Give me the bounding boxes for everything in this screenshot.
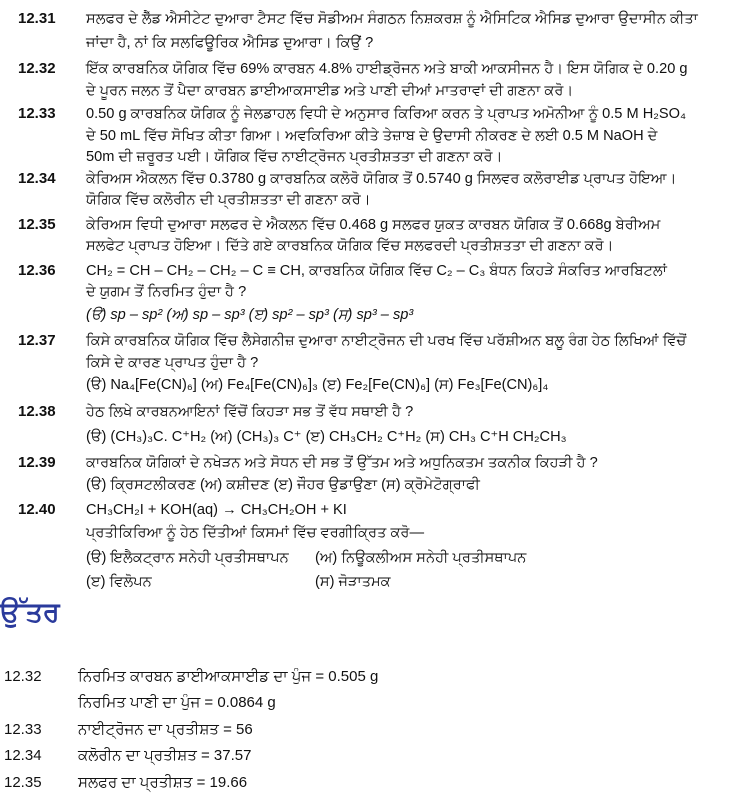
question-text: ਦੇ 50 mL ਵਿੱਚ ਸੋਖਿਤ ਕੀਤਾ ਗਿਆ। ਅਵਕਿਰਿਆ ਕੀਤੇ ਤੇਜ਼ਾਬ ਦੇ ਉਦਾਸੀ ਨੀਕਰਣ ਦੇ ਲਈ 0.5 M NaOH ਦੇ [86, 128, 658, 144]
question-text: ਯੋਗਿਕ ਵਿੱਚ ਕਲੋਰੀਨ ਦੀ ਪ੍ਰਤੀਸ਼ਤਤਾ ਦੀ ਗਣਨਾ ਕਰੋ। [86, 192, 371, 208]
option-d: (ਸ) ਜੋੜਾਤਮਕ [315, 574, 391, 590]
question-text: ਦੇ ਪੂਰਨ ਜਲਨ ਤੋਂ ਪੈਦਾ ਕਾਰਬਨ ਡਾਈਆਕਸਾਈਡ ਅਤੇ ਪਾਣੀ ਦੀਆਂ ਮਾਤਰਾਵਾਂ ਦੀ ਗਣਨਾ ਕਰੋ। [86, 83, 574, 99]
question-text: ਕਿਸੇ ਕਾਰਬਨਿਕ ਯੋਗਿਕ ਵਿੱਚ ਲੈਸੇਗਨੀਜ਼ ਦੁਆਰਾ ਨਾਈਟ੍ਰੋਜਨ ਦੀ ਪਰਖ ਵਿੱਚ ਪਰੱਸ਼ੀਅਨ ਬਲੂ ਰੰਗ ਹੇਠ ਲਿਖਿਆਂ ਵਿੱਚੋਂ [86, 333, 687, 349]
question-text: 50m ਦੀ ਜ਼ਰੂਰਤ ਪਈ। ਯੋਗਿਕ ਵਿੱਚ ਨਾਈਟ੍ਰੋਜਨ ਪ੍ਰਤੀਸ਼ਤਤਾ ਦੀ ਗਣਨਾ ਕਰੋ। [86, 149, 503, 165]
question-text: ਜਾਂਦਾ ਹੈ, ਨਾਂ ਕਿ ਸਲਫਿਊਰਿਕ ਐਸਿਡ ਦੁਆਰਾ। ਕਿਉਂ ? [86, 35, 374, 51]
question-options: (ੳ) Na₄[Fe(CN)₆] (ਅ) Fe₄[Fe(CN)₆]₃ (ੲ) Fe₂[Fe(CN)₆] (ਸ) Fe₃[Fe(CN)₆]₄ [86, 377, 549, 393]
answer-number: 12.34 [4, 747, 42, 764]
question-text: ਪ੍ਰਤੀਕਿਰਿਆ ਨੂੰ ਹੇਠ ਦਿੱਤੀਆਂ ਕਿਸਮਾਂ ਵਿੱਚ ਵਰਗੀਕ੍ਰਿਤ ਕਰੋ— [86, 525, 425, 541]
question-text: ਕਾਰਬਨਿਕ ਯੋਗਿਕਾਂ ਦੇ ਨਖੇੜਨ ਅਤੇ ਸੋਧਨ ਦੀ ਸਭ ਤੋਂ ਉੱਤਮ ਅਤੇ ਅਧੁਨਿਕਤਮ ਤਕਨੀਕ ਕਿਹੜੀ ਹੈ ? [86, 455, 598, 471]
question-number: 12.33 [18, 105, 56, 122]
question-number: 12.34 [18, 170, 56, 187]
answer-text: ਸਲਫਰ ਦਾ ਪ੍ਰਤੀਸ਼ਤ = 19.66 [78, 774, 248, 791]
question-number: 12.39 [18, 454, 56, 471]
question-options: (ੳ) (CH₃)₃C. C⁺H₂ (ਅ) (CH₃)₃ C⁺ (ੲ) CH₃CH₂ C⁺H₂ (ਸ) CH₃ C⁺H CH₂CH₃ [86, 429, 567, 445]
question-text: ਸਲਫਰ ਦੇ ਲੈੱਡ ਐਸੀਟੇਟ ਦੁਆਰਾ ਟੈਸਟ ਵਿੱਚ ਸੋਡੀਅਮ ਸੰਗਠਨ ਨਿਸ਼ਕਰਸ਼ ਨੂੰ ਐਸਿਟਿਕ ਐਸਿਡ ਦੁਆਰਾ ਉਦਾਸੀਨ ਕੀਤਾ [86, 11, 698, 27]
answers-heading: ਉੱਤਰ [0, 597, 60, 628]
question-options: (ੳ) sp – sp² (ਅ) sp – sp³ (ੲ) sp² – sp³ (ਸ) sp³ – sp³ [86, 307, 414, 323]
question-text: CH₃CH₂I + KOH(aq) → CH₃CH₂OH + KI [86, 502, 347, 518]
question-text: ਕੇਰਿਅਸ ਐਕਲਨ ਵਿੱਚ 0.3780 g ਕਾਰਬਨਿਕ ਕਲੋਰੋ ਯੋਗਿਕ ਤੋਂ 0.5740 g ਸਿਲਵਰ ਕਲੋਰਾਈਡ ਪ੍ਰਾਪਤ ਹੋਇਆ। [86, 171, 677, 187]
question-number: 12.37 [18, 332, 56, 349]
question-number: 12.40 [18, 501, 56, 518]
question-number: 12.31 [18, 10, 56, 27]
option-c: (ੲ) ਵਿਲੋਪਨ [86, 574, 152, 590]
question-text: ਹੇਠ ਲਿਖੇ ਕਾਰਬਨਆਇਨਾਂ ਵਿੱਚੋਂ ਕਿਹੜਾ ਸਭ ਤੋਂ ਵੱਧ ਸਥਾਈ ਹੈ ? [86, 404, 414, 420]
option-b: (ਅ) ਨਿਊਕਲੀਅਸ ਸਨੇਹੀ ਪ੍ਰਤੀਸਥਾਪਨ [315, 550, 527, 566]
question-text: ਇੱਕ ਕਾਰਬਨਿਕ ਯੋਗਿਕ ਵਿੱਚ 69% ਕਾਰਬਨ 4.8% ਹਾਈਡ੍ਰੋਜਨ ਅਤੇ ਬਾਕੀ ਆਕਸੀਜਨ ਹੈ। ਇਸ ਯੋਗਿਕ ਦੇ 0.20 g [86, 61, 688, 77]
question-text: ਕੇਰਿਅਸ ਵਿਧੀ ਦੁਆਰਾ ਸਲਫਰ ਦੇ ਐਕਲਨ ਵਿੱਚ 0.468 g ਸਲਫਰ ਯੁਕਤ ਕਾਰਬਨ ਯੋਗਿਕ ਤੋਂ 0.668g ਬੇਰੀਅਮ [86, 217, 661, 233]
answer-text: ਨਿਰਮਿਤ ਪਾਣੀ ਦਾ ਪੁੰਜ = 0.0864 g [78, 694, 276, 711]
option-a: (ੳ) ਇਲੈਕਟ੍ਰਾਨ ਸਨੇਹੀ ਪ੍ਰਤੀਸਥਾਪਨ [86, 550, 289, 566]
answer-text: ਨਿਰਮਿਤ ਕਾਰਬਨ ਡਾਈਆਕਸਾਈਡ ਦਾ ਪੁੰਜ = 0.505 g [78, 668, 379, 685]
question-text: ਦੇ ਯੁਗਮ ਤੋਂ ਨਿਰਮਿਤ ਹੁੰਦਾ ਹੈ ? [86, 284, 247, 300]
answer-text: ਕਲੋਰੀਨ ਦਾ ਪ੍ਰਤੀਸ਼ਤ = 37.57 [78, 747, 252, 764]
answer-number: 12.32 [4, 668, 42, 685]
answer-number: 12.35 [4, 774, 42, 791]
question-number: 12.35 [18, 216, 56, 233]
question-options: (ੳ) ਕ੍ਰਿਸਟਲੀਕਰਣ (ਅ) ਕਸ਼ੀਦਣ (ੲ) ਜੌਹਰ ਉਡਾਉਣਾ (ਸ) ਕ੍ਰੋਮੇਟੋਗ੍ਰਾਫੀ [86, 477, 480, 493]
question-number: 12.36 [18, 262, 56, 279]
question-number: 12.32 [18, 60, 56, 77]
question-number: 12.38 [18, 403, 56, 420]
answer-text: ਨਾਈਟ੍ਰੋਜਨ ਦਾ ਪ੍ਰਤੀਸ਼ਤ = 56 [78, 721, 253, 738]
question-text: CH₂ = CH – CH₂ – CH₂ – C ≡ CH, ਕਾਰਬਨਿਕ ਯੋਗਿਕ ਵਿੱਚ C₂ – C₃ ਬੰਧਨ ਕਿਹੜੇ ਸੰਕਰਿਤ ਆਰਬਿਟਲਾਂ [86, 263, 667, 279]
question-text: ਸਲਫੇਟ ਪ੍ਰਾਪਤ ਹੋਇਆ। ਦਿੱਤੇ ਗਏ ਕਾਰਬਨਿਕ ਯੋਗਿਕ ਵਿੱਚ ਸਲਫਰਦੀ ਪ੍ਰਤੀਸ਼ਤਤਾ ਦੀ ਗਣਨਾ ਕਰੋ। [86, 238, 614, 254]
question-text: ਕਿਸੇ ਦੇ ਕਾਰਣ ਪ੍ਰਾਪਤ ਹੁੰਦਾ ਹੈ ? [86, 355, 259, 371]
question-text: 0.50 g ਕਾਰਬਨਿਕ ਯੋਗਿਕ ਨੂੰ ਜੇਲਡਾਹਲ ਵਿਧੀ ਦੇ ਅਨੁਸਾਰ ਕਿਰਿਆ ਕਰਨ ਤੇ ਪ੍ਰਾਪਤ ਅਮੋਨੀਆ ਨੂੰ 0.5 M H₂SO₄ [86, 106, 686, 122]
answer-number: 12.33 [4, 721, 42, 738]
